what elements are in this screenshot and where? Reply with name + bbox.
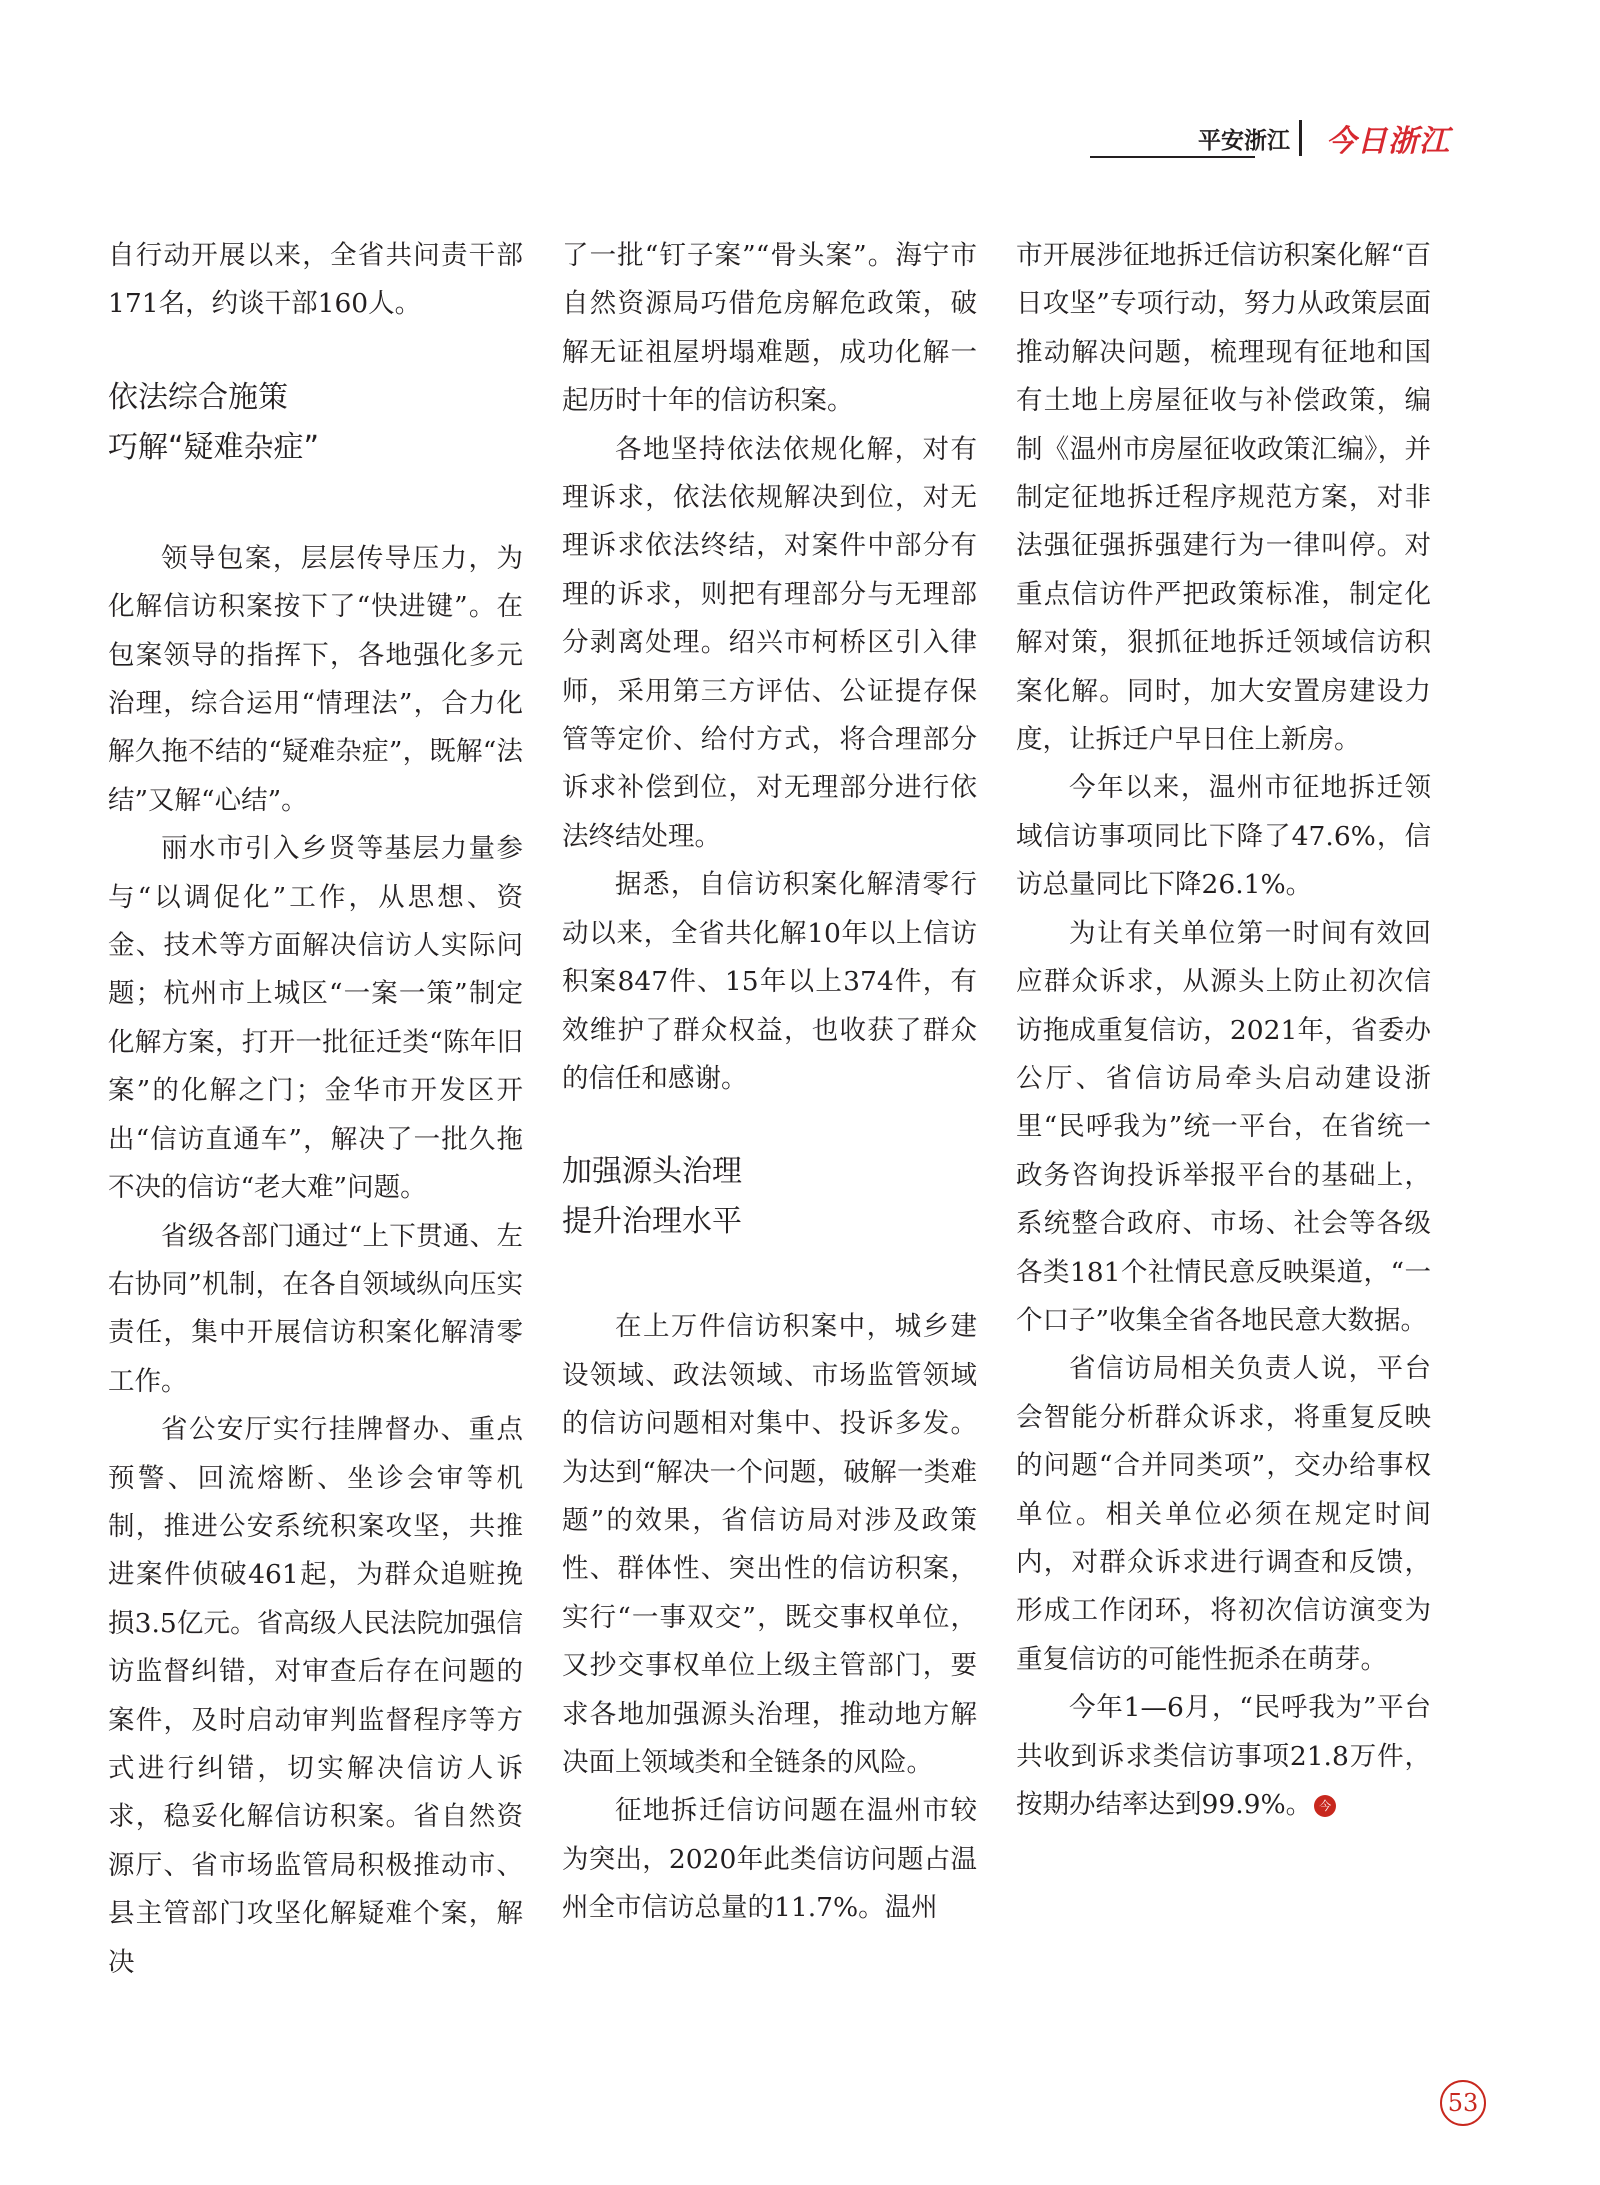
paragraph: 省信访局相关负责人说，平台会智能分析群众诉求，将重复反映的问题“合并同类项”，交办给事权单位。相关单位必须在规定时间内，对群众诉求进行调查和反馈，形成工作闭环，将初次信访演变为重复信访的可能性扼杀在萌芽。 [1016, 1353, 1431, 1675]
header-rule [1090, 156, 1255, 158]
paragraph: 各地坚持依法依规化解，对有理诉求，依法依规解决到位，对无理诉求依法终结，对案件中部分有理的诉求，则把有理部分与无理部分剥离处理。绍兴市柯桥区引入律师，采用第三方评估、公证提存保管等定价、给付方式，将合理部分诉求补偿到位，对无理部分进行依法终结处理。 [562, 433, 977, 852]
header-divider [1299, 120, 1302, 156]
paragraph: 领导包案，层层传导压力，为化解信访积案按下了“快进键”。在包案领导的指挥下，各地强化多元治理，综合运用“情理法”，合力化解久拖不结的“疑难杂症”，既解“法结”又解“心结”。 [108, 542, 523, 816]
paragraph: 为让有关单位第一时间有效回应群众诉求，从源头上防止初次信访拖成重复信访，2021年，省委办公厅、省信访局牵头启动建设浙里“民呼我为”统一平台，在省统一政务咨询投诉举报平台的基础上，系统整合政府、市场、社会等各级各类181个社情民意反映渠道，“一个口子”收集全省各地民意大数据。 [1016, 917, 1431, 1336]
paragraph-final [1016, 1684, 1431, 1829]
paragraph: 征地拆迁信访问题在温州市较为突出，2020年此类信访问题占温州全市信访总量的11.7%。温州 [562, 1795, 977, 1924]
heading-line: 巧解“疑难杂症” [108, 429, 320, 465]
page-number: 53 [1440, 2080, 1486, 2126]
magazine-logo: 今日浙江 [1326, 124, 1450, 159]
heading-line: 依法综合施策 [108, 379, 288, 415]
paragraph: 自行动开展以来，全省共问责干部171名，约谈干部160人。 [108, 240, 523, 320]
paragraph-text: 今年1—6月，“民呼我为”平台共收到诉求类信访事项21.8万件，按期办结率达到99.9%。 [1016, 1692, 1431, 1820]
paragraph: 省级各部门通过“上下贯通、左右协同”机制，在各自领域纵向压实责任，集中开展信访积案化解清零工作。 [108, 1220, 523, 1397]
column-3 [1016, 232, 1431, 1829]
paragraph: 今年以来，温州市征地拆迁领域信访事项同比下降了47.6%，信访总量同比下降26.1%。 [1016, 772, 1431, 901]
paragraph: 了一批“钉子案”“骨头案”。海宁市自然资源局巧借危房解危政策，破解无证祖屋坍塌难题，成功化解一起历时十年的信访积案。 [562, 240, 977, 417]
paragraph: 省公安厅实行挂牌督办、重点预警、回流熔断、坐诊会审等机制，推进公安系统积案攻坚，共推进案件侦破461起，为群众追赃挽损3.5亿元。省高级人民法院加强信访监督纠错，对审查后存在问题的案件，及时启动审判监督程序等方式进行纠错，切实解决信访人诉求，稳妥化解信访积案。省自然资源厅、省市场监管局积极推动市、县主管部门攻坚化解疑难个案，解决 [108, 1414, 523, 1978]
column-2 [562, 232, 977, 1933]
column-1 [108, 232, 523, 1987]
paragraph: 丽水市引入乡贤等基层力量参与“以调促化”工作，从思想、资金、技术等方面解决信访人实际问题；杭州市上城区“一案一策”制定化解方案，打开一批征迁类“陈年旧案”的化解之门；金华市开发区开出“信访直通车”，解决了一批久拖不决的信访“老大难”问题。 [108, 833, 523, 1204]
section-heading [108, 373, 523, 473]
page-header [1090, 118, 1450, 160]
paragraph: 据悉，自信访积案化解清零行动以来，全省共化解10年以上信访积案847件、15年以上374件，有效维护了群众权益，也收获了群众的信任和感谢。 [562, 869, 977, 1094]
paragraph: 市开展涉征地拆迁信访积案化解“百日攻坚”专项行动，努力从政策层面推动解决问题，梳理现有征地和国有土地上房屋征收与补偿政策，编制《温州市房屋征收政策汇编》，并制定征地拆迁程序规范方案，对非法强征强拆强建行为一律叫停。对重点信访件严把政策标准，制定化解对策，狠抓征地拆迁领域信访积案化解。同时，加大安置房建设力度，让拆迁户早日住上新房。 [1016, 240, 1431, 756]
heading-line: 加强源头治理 [562, 1154, 742, 1190]
section-heading [562, 1147, 977, 1247]
end-mark-icon: 今 [1314, 1795, 1336, 1817]
paragraph: 在上万件信访积案中，城乡建设领域、政法领域、市场监管领域的信访问题相对集中、投诉多发。为达到“解决一个问题，破解一类难题”的效果，省信访局对涉及政策性、群体性、突出性的信访积案，实行“一事双交”，既交事权单位，又抄交事权单位上级主管部门，要求各地加强源头治理，推动地方解决面上领域类和全链条的风险。 [562, 1311, 977, 1778]
section-name: 平安浙江 [1198, 128, 1290, 154]
heading-line: 提升治理水平 [562, 1204, 742, 1240]
